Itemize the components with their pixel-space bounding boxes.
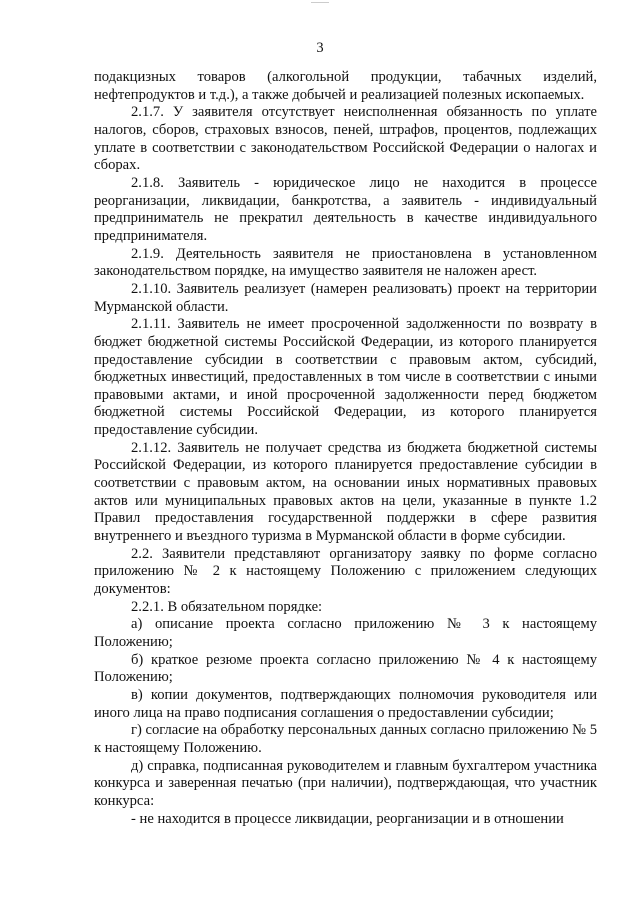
paragraph-2-1-11: 2.1.11. Заявитель не имеет просроченной задолженности по возврату в бюджет бюджетной системы Российской Федерации, из которого планируется предоставление субсидии в соответствии с правовым актом, субсидий, бюджетных инвестиций, предоставленных в том числе в соответствии с иными правовыми актами, и иной просроченной задолженности перед бюджетом бюджетной системы Российской Федерации, из которого планируется предоставление субсидии. bbox=[94, 316, 597, 439]
list-item-g: г) согласие на обработку персональных данных согласно приложению № 5 к настоящему Положению. bbox=[94, 722, 597, 756]
paragraph-continuation: подакцизных товаров (алкогольной продукции, табачных изделий, нефтепродуктов и т.д.), а также добычей и реализацией полезных ископаемых. bbox=[94, 69, 597, 103]
paragraph-2-2-1: 2.2.1. В обязательном порядке: bbox=[131, 598, 323, 615]
paragraph-2-1-8: 2.1.8. Заявитель - юридическое лицо не находится в процессе реорганизации, ликвидации, банкротства, а заявитель - индивидуальный предприниматель не прекратил деятельность в качестве индивидуального предпринимателя. bbox=[94, 174, 597, 244]
paragraph-2-1-9: 2.1.9. Деятельность заявителя не приостановлена в установленном законодательством порядке, на имущество заявителя не наложен арест. bbox=[94, 245, 597, 280]
list-item-b: б) краткое резюме проекта согласно приложению № 4 к настоящему Положению; bbox=[94, 651, 597, 686]
list-item-dash: - не находится в процессе ликвидации, реорганизации и в отношении bbox=[131, 810, 564, 827]
scan-mark bbox=[311, 0, 329, 3]
paragraph-2-1-10: 2.1.10. Заявитель реализует (намерен реализовать) проект на территории Мурманской области. bbox=[94, 280, 597, 315]
page-number: 3 bbox=[316, 40, 324, 56]
list-item-v: в) копии документов, подтверждающих полномочия руководителя или иного лица на право подписания соглашения о предоставлении субсидии; bbox=[94, 686, 597, 721]
document-body bbox=[94, 69, 597, 828]
paragraph-2-1-7: 2.1.7. У заявителя отсутствует неисполненная обязанность по уплате налогов, сборов, страховых взносов, пеней, штрафов, процентов, подлежащих уплате в соответствии с законодательством Российской Федерации о налогах и сборах. bbox=[94, 104, 597, 174]
list-item-d: д) справка, подписанная руководителем и главным бухгалтером участника конкурса и заверенная печатью (при наличии), подтверждающая, что участник конкурса: bbox=[94, 757, 597, 809]
paragraph-2-1-12: 2.1.12. Заявитель не получает средства из бюджета бюджетной системы Российской Федерации, из которого планируется предоставление субсидии в соответствии с правовым актом, на основании иных нормативных правовых актов или муниципальных правовых актов на цели, указанные в пункте 1.2 Правил предоставления государственной поддержки в сфере развития внутреннего и въездного туризма в Мурманской области в форме субсидии. bbox=[94, 439, 597, 545]
paragraph-2-2: 2.2. Заявители представляют организатору заявку по форме согласно приложению № 2 к настоящему Положению с приложением следующих документов: bbox=[94, 545, 597, 598]
list-item-a: а) описание проекта согласно приложению № 3 к настоящему Положению; bbox=[94, 616, 597, 650]
